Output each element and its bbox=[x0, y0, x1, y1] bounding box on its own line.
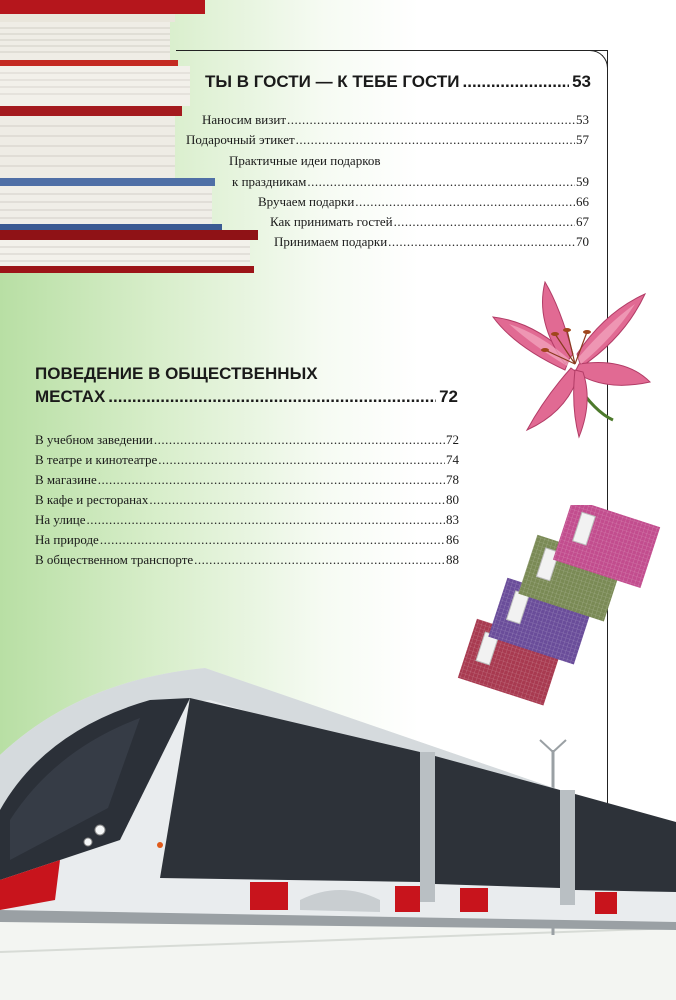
toc-entry[interactable] bbox=[274, 234, 589, 250]
toc-entry-page: 59 bbox=[576, 174, 589, 189]
dot-leader bbox=[98, 472, 445, 488]
toc-entry-page: 86 bbox=[446, 532, 459, 547]
section-heading-guests bbox=[205, 72, 591, 92]
toc-entry-page: 83 bbox=[446, 512, 459, 527]
toc-entry[interactable] bbox=[35, 432, 459, 448]
toc-entry-page: 78 bbox=[446, 472, 459, 487]
dot-leader bbox=[355, 194, 575, 210]
toc-entry-page: 70 bbox=[576, 234, 589, 249]
dot-leader bbox=[388, 234, 575, 250]
toc-entry[interactable] bbox=[35, 532, 459, 548]
toc-entry-page: 53 bbox=[576, 112, 589, 127]
dot-leader bbox=[149, 492, 445, 508]
toc-entry[interactable] bbox=[202, 112, 589, 128]
toc-entry[interactable] bbox=[258, 194, 589, 210]
frame-top-line bbox=[176, 50, 607, 51]
section-heading-public-places-line1 bbox=[35, 364, 318, 384]
dot-leader bbox=[307, 174, 575, 190]
toc-entry-page: 67 bbox=[576, 214, 589, 229]
section-title: ТЫ В ГОСТИ — К ТЕБЕ ГОСТИ bbox=[205, 72, 460, 91]
toc-entry-label: Наносим визит bbox=[202, 112, 287, 127]
dot-leader bbox=[194, 552, 445, 568]
toc-entry[interactable] bbox=[35, 492, 459, 508]
section-heading-public-places bbox=[35, 387, 458, 407]
toc-entry-page: 88 bbox=[446, 552, 459, 567]
lily-illustration bbox=[475, 272, 665, 447]
toc-entry-label: Подарочный этикет bbox=[186, 132, 295, 147]
dot-leader bbox=[394, 214, 575, 230]
toc-entry-label: В магазине bbox=[35, 472, 97, 487]
dot-leader bbox=[100, 532, 445, 548]
toc-entry[interactable] bbox=[35, 452, 459, 468]
toc-entry[interactable] bbox=[186, 132, 589, 148]
tram-illustration bbox=[0, 660, 676, 1000]
dot-leader bbox=[296, 132, 575, 148]
section-title: ПОВЕДЕНИЕ В ОБЩЕСТВЕННЫХ bbox=[35, 364, 318, 383]
section-page-number: 72 bbox=[439, 387, 458, 406]
dot-leader bbox=[154, 432, 445, 448]
toc-entry-page: 80 bbox=[446, 492, 459, 507]
toc-entry-page: 74 bbox=[446, 452, 459, 467]
toc-entry[interactable] bbox=[35, 512, 459, 528]
dot-leader bbox=[287, 112, 575, 128]
toc-entry-label: В общественном транспорте bbox=[35, 552, 194, 567]
dot-leader bbox=[108, 387, 436, 407]
toc-entry[interactable] bbox=[35, 552, 459, 568]
toc-entry-page: 72 bbox=[446, 432, 459, 447]
dot-leader bbox=[463, 72, 570, 92]
toc-entry-label: В театре и кинотеатре bbox=[35, 452, 158, 467]
dot-leader bbox=[158, 452, 445, 468]
toc-entry[interactable] bbox=[270, 214, 589, 230]
toc-entry-label: к праздникам bbox=[232, 174, 307, 189]
toc-entry-label: В учебном заведении bbox=[35, 432, 153, 447]
toc-entry-page: 66 bbox=[576, 194, 589, 209]
toc-entry-label: В кафе и ресторанах bbox=[35, 492, 149, 507]
toc-entry[interactable] bbox=[35, 472, 459, 488]
toc-entry-line1[interactable] bbox=[229, 153, 381, 169]
frame-corner bbox=[588, 50, 608, 70]
dot-leader bbox=[87, 512, 445, 528]
toc-entry-label: Как принимать гостей bbox=[270, 214, 393, 229]
toc-entry[interactable] bbox=[232, 174, 589, 190]
toc-entry-page: 57 bbox=[576, 132, 589, 147]
toc-entry-label: Вручаем подарки bbox=[258, 194, 355, 209]
section-title: МЕСТАХ bbox=[35, 387, 106, 406]
toc-entry-label: Практичные идеи подарков bbox=[229, 153, 381, 168]
toc-entry-label: Принимаем подарки bbox=[274, 234, 388, 249]
section-page-number: 53 bbox=[572, 72, 591, 91]
toc-entry-label: На улице bbox=[35, 512, 86, 527]
toc-entry-label: На природе bbox=[35, 532, 99, 547]
